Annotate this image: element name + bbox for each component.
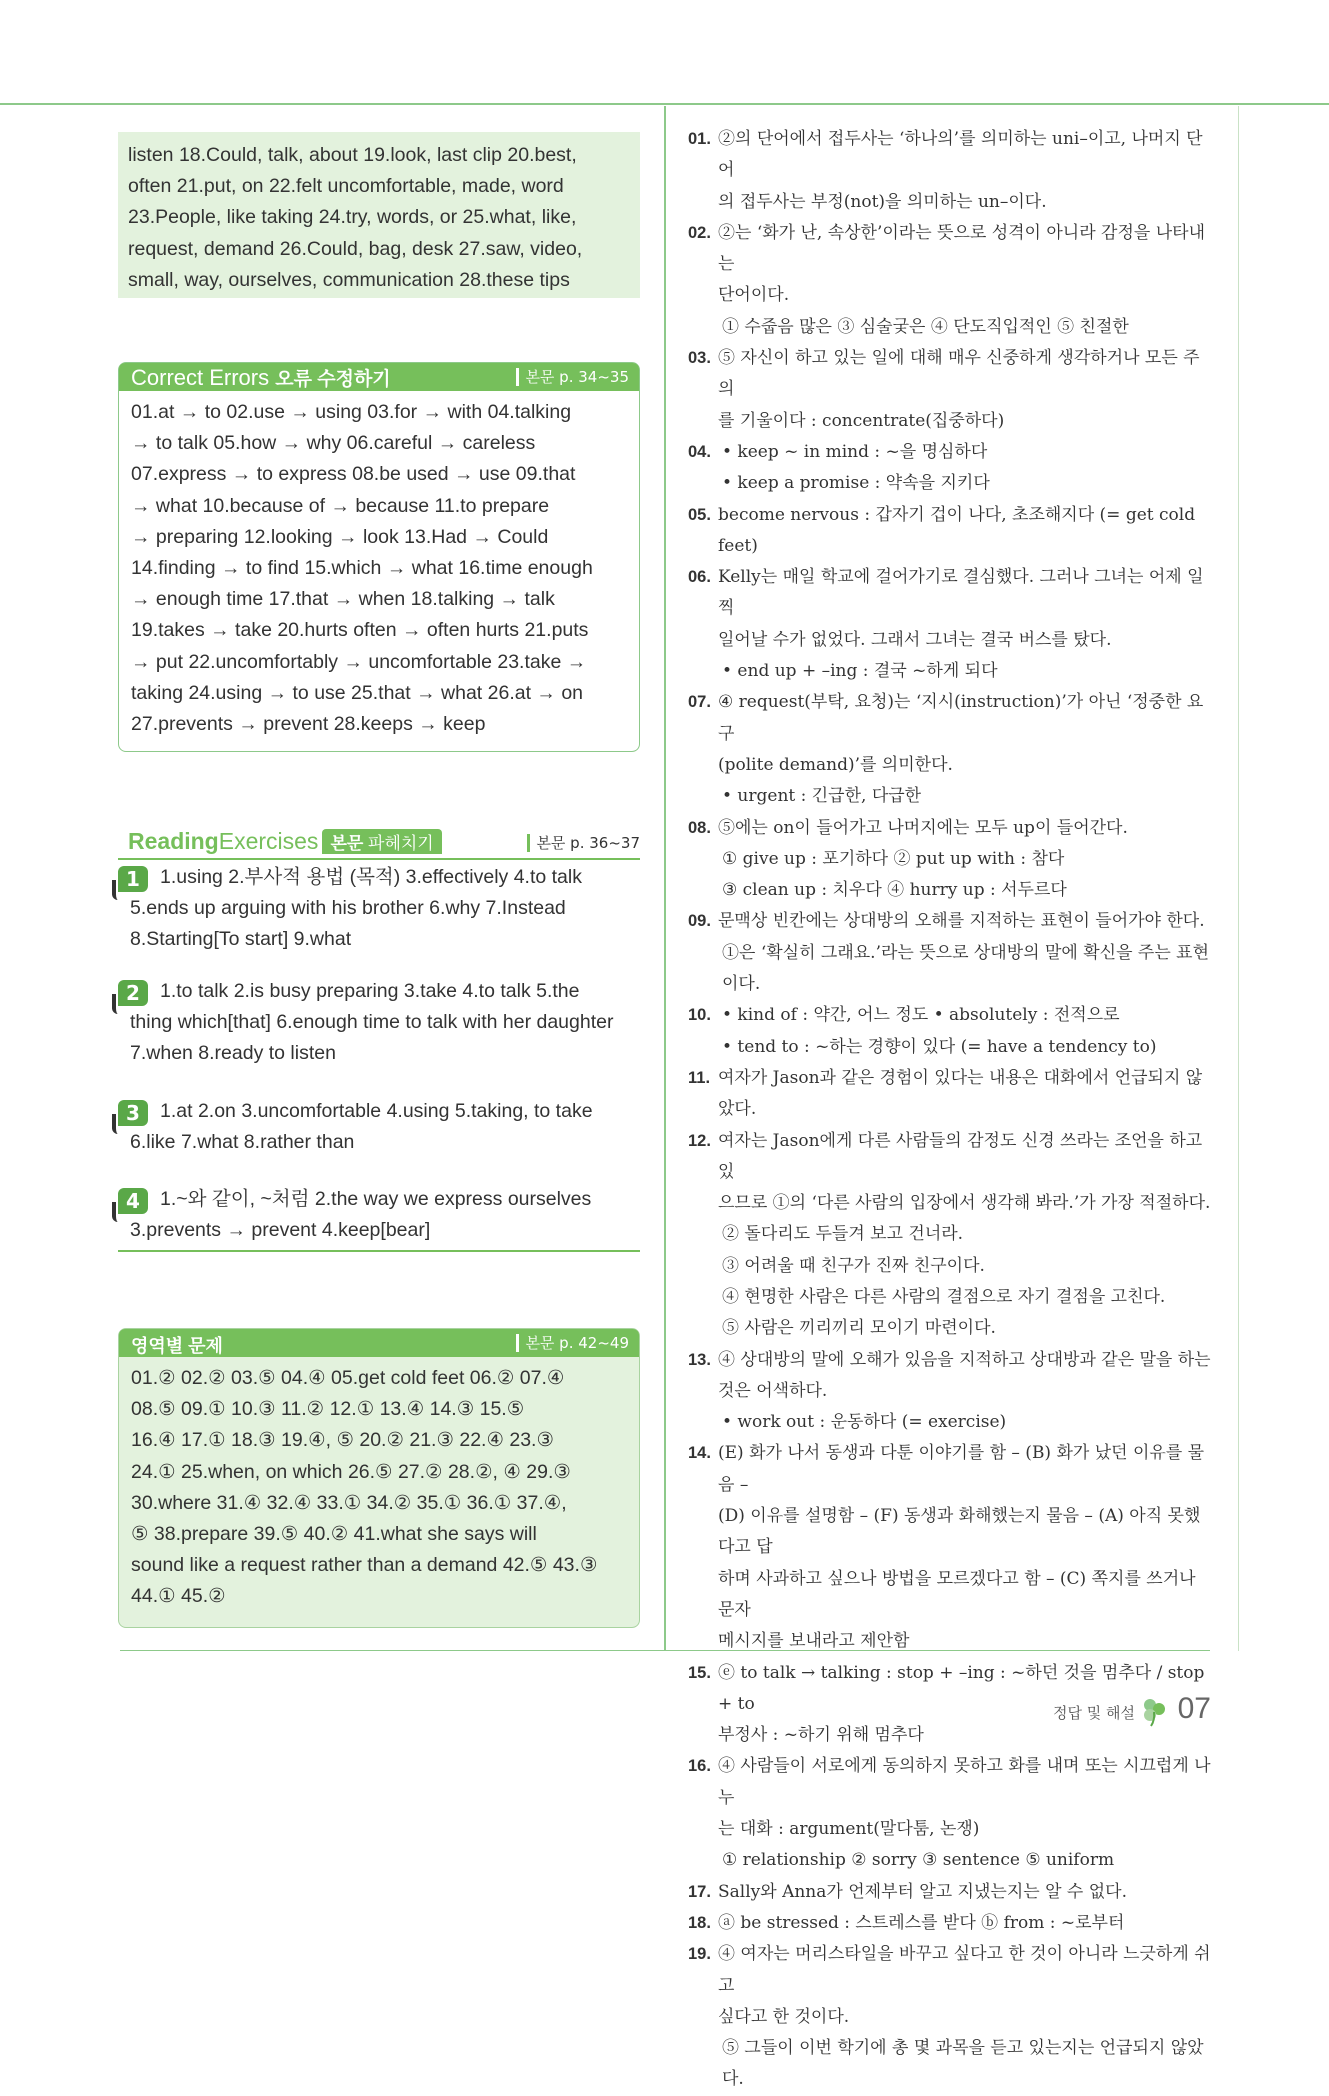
title-bold: Reading (128, 828, 219, 854)
answer-item (688, 1063, 1212, 1126)
top-box-line: listen 18.Could, talk, about 19.look, last clip 20.best, (128, 144, 577, 166)
answer-line: ④ 현명한 사람은 다른 사람의 결점으로 자기 결점을 고친다. (722, 1286, 1166, 1307)
answer-line: 를 기울이다 : concentrate(집중하다) (718, 410, 1005, 431)
correct-errors-line: → to talk 05.how → why 06.careful → careless (131, 432, 536, 455)
reading-exercises-title (128, 828, 442, 855)
answer-number: 09. (688, 912, 711, 931)
answer-line: 일어날 수가 없었다. 그래서 그녀는 결국 버스를 탔다. (718, 629, 1112, 650)
section-rule (118, 858, 640, 860)
exercise-line: 5.ends up arguing with his brother 6.why 7.Instead (130, 897, 566, 920)
answer-line: Sally와 Anna가 언제부터 알고 지냈는지는 알 수 없다. (718, 1881, 1127, 1902)
answer-item (688, 1908, 1212, 1939)
answer-number: 13. (688, 1350, 711, 1369)
correct-errors-line: taking 24.using → to use 25.that → what 26.at → on (131, 681, 584, 704)
page-reference: 본문 p. 36~37 (527, 834, 640, 852)
answer-number: 06. (688, 568, 711, 587)
section-badge (322, 829, 441, 854)
exercise-line: 1.using 2.부사적 용법 (목적) 3.effectively 4.to talk (160, 866, 582, 888)
answer-line: ①은 ‘확실히 그래요.’라는 뜻으로 상대방의 말에 확신을 주는 표현이다. (722, 942, 1209, 995)
answer-line: (E) 화가 나서 동생과 다툰 이야기를 함 – (B) 화가 났던 이유를 물음 – (718, 1443, 1205, 1495)
section-rule (118, 1250, 640, 1252)
answer-line: 으므로 ①의 ‘다른 사람의 입장에서 생각해 봐라.’가 가장 적절하다. (718, 1193, 1211, 1214)
answer-item (688, 1438, 1212, 1657)
answer-line: 여자는 Jason에게 다른 사람들의 감정도 신경 쓰라는 조언을 하고 있 (718, 1130, 1203, 1182)
exercise-line: 8.Starting[To start] 9.what (130, 928, 352, 951)
answer-line: (D) 이유를 설명함 – (F) 동생과 화해했는지 물음 – (A) 아직 못했다고 답 (718, 1506, 1201, 1558)
answer-item (688, 500, 1212, 563)
exercise-line: 3.prevents → prevent 4.keep[bear] (130, 1219, 431, 1242)
area-problems-line: 01.② 02.② 03.⑤ 04.④ 05.get cold feet 06.② 07.④ (131, 1367, 565, 1389)
answer-number: 07. (688, 693, 711, 712)
correct-errors-header (119, 363, 639, 391)
area-problems-line: 16.④ 17.① 18.③ 19.④, ⑤ 20.② 21.③ 22.④ 23.③ (131, 1429, 554, 1452)
exercise-item (118, 1096, 640, 1158)
answer-line: ③ clean up : 치우다 ④ hurry up : 서두르다 (722, 880, 1067, 901)
answer-line: 의 접두사는 부정(not)을 의미하는 un–이다. (718, 191, 1047, 212)
answer-number: 01. (688, 130, 711, 148)
answer-item (688, 1751, 1212, 1876)
exercise-number: 1 (118, 866, 148, 892)
area-problems-line: ⑤ 38.prepare 39.⑤ 40.② 41.what she says will (131, 1523, 537, 1546)
badge-bold: 본문 (330, 834, 364, 853)
answer-number: 05. (688, 505, 711, 524)
answer-item (688, 562, 1212, 687)
page-number: 07 (1177, 1692, 1211, 1725)
answer-number: 11. (688, 1068, 711, 1087)
answer-item (688, 906, 1212, 1000)
answer-line: ⑤ 자신이 하고 있는 일에 대해 매우 신중하게 생각하거나 모든 주의 (718, 348, 1200, 400)
answer-line: • tend to : ~하는 경향이 있다 (= have a tendency to) (722, 1036, 1157, 1057)
answer-item (688, 1877, 1212, 1908)
title-en: Correct Errors (131, 365, 270, 390)
answer-line: ⓐ be stressed : 스트레스를 받다 ⓑ from : ~로부터 (718, 1912, 1125, 1933)
answer-number: 14. (688, 1444, 711, 1463)
correct-errors-body (119, 391, 639, 748)
exercise-line: 1.at 2.on 3.uncomfortable 4.using 5.taking, to take (160, 1100, 593, 1122)
exercise-number: 4 (118, 1188, 148, 1214)
answer-line: 것은 어색하다. (718, 1380, 828, 1401)
answer-line: ④ 상대방의 말에 오해가 있음을 지적하고 상대방과 같은 말을 하는 (718, 1349, 1211, 1370)
page-reference: 본문 p. 34~35 (516, 368, 629, 386)
answer-line: • kind of : 약간, 어느 정도 • absolutely : 전적으로 (722, 1005, 1120, 1026)
answer-line: ④ 사람들이 서로에게 동의하지 못하고 화를 내며 또는 시끄럽게 나누 (718, 1756, 1211, 1808)
answer-line: 았다. (718, 1099, 757, 1120)
exercise-text (130, 1184, 640, 1246)
top-rule (0, 103, 1329, 105)
answer-line: • end up + –ing : 결국 ~하게 되다 (722, 661, 998, 682)
answer-line: ⑤에는 on이 들어가고 나머지에는 모두 up이 들어간다. (718, 817, 1128, 838)
correct-errors-line: 14.finding → to find 15.which → what 16.time enough (131, 557, 593, 580)
answer-item (688, 1126, 1212, 1345)
answer-item (688, 687, 1212, 812)
correct-errors-line: 27.prevents → prevent 28.keeps → keep (131, 713, 486, 736)
answer-line: ④ request(부탁, 요청)는 ‘지시(instruction)’가 아닌 ‘정중한 요구 (718, 692, 1204, 744)
area-problems-title: 영역별 문제 (131, 1336, 223, 1356)
area-problems-panel (118, 1328, 640, 1628)
answer-line: 는 대화 : argument(말다툼, 논쟁) (718, 1819, 980, 1840)
answer-line: ① 수줍음 많은 ③ 심술궂은 ④ 단도직입적인 ⑤ 친절한 (722, 316, 1129, 337)
title-ko: 오류 수정하기 (275, 369, 391, 390)
area-problems-header (119, 1329, 639, 1357)
correct-errors-line: 01.at → to 02.use → using 03.for → with 04.talking (131, 401, 572, 423)
correct-errors-line: → put 22.uncomfortably → uncomfortable 23.take → (131, 650, 587, 673)
answer-item (688, 124, 1212, 218)
answer-number: 02. (688, 223, 711, 242)
answer-number: 03. (688, 349, 711, 368)
answer-line: Kelly는 매일 학교에 걸어가기로 결심했다. 그러나 그녀는 어제 일찍 (718, 567, 1204, 619)
answer-number: 04. (688, 442, 711, 461)
exercise-item (118, 1184, 640, 1246)
answer-line: ⑤ 사람은 끼리끼리 모이기 마련이다. (722, 1318, 996, 1339)
answer-number: 12. (688, 1131, 711, 1150)
top-box-line: 23.People, like taking 24.try, words, or 25.what, like, (128, 206, 577, 229)
answer-number: 15. (688, 1663, 711, 1682)
area-problems-line: 30.where 31.④ 32.④ 33.① 34.② 35.① 36.① 37.④, (131, 1491, 567, 1514)
top-box-line: often 21.put, on 22.felt uncomfortable, made, word (128, 175, 564, 198)
exercise-text (130, 1096, 640, 1158)
answer-item (688, 1345, 1212, 1439)
correct-errors-line: 07.express → to express 08.be used → use 09.that (131, 463, 576, 486)
previous-answers-box (118, 132, 640, 298)
title-light: Exercises (218, 828, 319, 854)
answer-number: 18. (688, 1913, 711, 1932)
answer-line: (polite demand)’를 의미한다. (718, 754, 953, 775)
explanations-column (688, 124, 1212, 2096)
exercise-text (130, 976, 640, 1070)
correct-errors-line: → what 10.because of → because 11.to prepare (131, 494, 550, 517)
answer-line: ②의 단어에서 접두사는 ‘하나의’를 의미하는 uni–이고, 나머지 단어 (718, 129, 1203, 181)
exercise-line: thing which[that] 6.enough time to talk with her daughter (130, 1011, 614, 1034)
answer-number: 16. (688, 1757, 711, 1776)
answer-line: ⑤ 그들이 이번 학기에 총 몇 과목을 듣고 있는지는 언급되지 않았다. (722, 2038, 1204, 2090)
answer-line: 여자가 Jason과 같은 경험이 있다는 내용은 대화에서 언급되지 않 (718, 1067, 1203, 1088)
answer-item (688, 1000, 1212, 1063)
answer-line: • urgent : 긴급한, 다급한 (722, 786, 922, 807)
exercise-line: 6.like 7.what 8.rather than (130, 1131, 355, 1154)
answer-line: become nervous : 갑자기 겁이 나다, 초조해지다 (= get cold feet) (718, 504, 1196, 556)
answer-line: ① relationship ② sorry ③ sentence ⑤ uniform (722, 1850, 1115, 1871)
answer-line: ②는 ‘화가 난, 속상한’이라는 뜻으로 성격이 아니라 감정을 나타내는 (718, 222, 1205, 275)
answer-line: ② 돌다리도 두들겨 보고 건너라. (722, 1224, 964, 1245)
top-box-line: request, demand 26.Could, bag, desk 27.saw, video, (128, 237, 583, 260)
answer-line: 하며 사과하고 싶으나 방법을 모르겠다고 함 – (C) 쪽지를 쓰거나 문자 (718, 1568, 1196, 1620)
area-problems-line: 08.⑤ 09.① 10.③ 11.② 12.① 13.④ 14.③ 15.⑤ (131, 1398, 525, 1421)
area-problems-line: 24.① 25.when, on which 26.⑤ 27.② 28.②, ④ 29.③ (131, 1460, 571, 1483)
answer-line: 메시지를 보내라고 제안함 (718, 1631, 910, 1652)
answer-number: 17. (688, 1882, 711, 1901)
answer-line: ④ 여자는 머리스타일을 바꾸고 싶다고 한 것이 아니라 느긋하게 쉬고 (718, 1944, 1211, 1996)
correct-errors-title (131, 364, 391, 391)
answer-line: ① give up : 포기하다 ② put up with : 참다 (722, 848, 1065, 869)
badge-light: 파헤치기 (368, 834, 434, 853)
exercise-item (118, 862, 640, 956)
answer-line: 문맥상 빈칸에는 상대방의 오해를 지적하는 표현이 들어가야 한다. (718, 911, 1205, 932)
exercise-item (118, 976, 640, 1070)
answer-number: 08. (688, 818, 711, 837)
answer-line: ③ 어려울 때 친구가 진짜 친구이다. (722, 1255, 985, 1276)
answer-number: 19. (688, 1945, 711, 1964)
correct-errors-line: 19.takes → take 20.hurts often → often hurts 21.puts (131, 619, 589, 642)
footer-label: 정답 및 해설 (1053, 1704, 1135, 1722)
answer-line: • work out : 운동하다 (= exercise) (722, 1412, 1007, 1433)
area-problems-line: sound like a request rather than a demand 42.⑤ 43.③ (131, 1554, 598, 1577)
exercise-line: 7.when 8.ready to listen (130, 1042, 336, 1065)
answer-item (688, 343, 1212, 437)
answer-line: 단어이다. (718, 285, 790, 306)
answer-item (688, 437, 1212, 500)
answer-number: 10. (688, 1006, 711, 1025)
clover-icon (1141, 1696, 1167, 1728)
exercise-number: 2 (118, 980, 148, 1006)
answer-line: • keep a promise : 약속을 지키다 (722, 473, 990, 494)
area-problems-body (119, 1357, 639, 1621)
correct-errors-line: → enough time 17.that → when 18.talking → talk (131, 588, 555, 611)
area-problems-line: 44.① 45.② (131, 1585, 226, 1608)
margin-line (1238, 106, 1239, 1651)
answer-item (688, 813, 1212, 907)
column-divider (664, 106, 666, 1651)
answer-line: • keep ~ in mind : ~을 명심하다 (722, 441, 988, 462)
answer-item (688, 1939, 1212, 2095)
answer-item (688, 218, 1212, 343)
correct-errors-line: → preparing 12.looking → look 13.Had → Could (131, 525, 549, 548)
page-reference: 본문 p. 42~49 (516, 1334, 629, 1352)
exercise-number: 3 (118, 1100, 148, 1126)
exercise-line: 1.to talk 2.is busy preparing 3.take 4.to talk 5.the (160, 980, 580, 1002)
exercise-line: 1.~와 같이, ~처럼 2.the way we express ourselves (160, 1188, 592, 1210)
exercise-text (130, 862, 640, 956)
answer-line: 싶다고 한 것이다. (718, 2006, 850, 2027)
answer-line: 부정사 : ~하기 위해 멈추다 (718, 1725, 924, 1746)
top-box-line: small, way, ourselves, communication 28.these tips (128, 268, 570, 291)
reading-exercises-header (128, 828, 640, 856)
answer-line: ⓔ to talk → talking : stop + –ing : ~하던 것을 멈추다 / stop + to (718, 1662, 1205, 1714)
correct-errors-panel (118, 362, 640, 752)
